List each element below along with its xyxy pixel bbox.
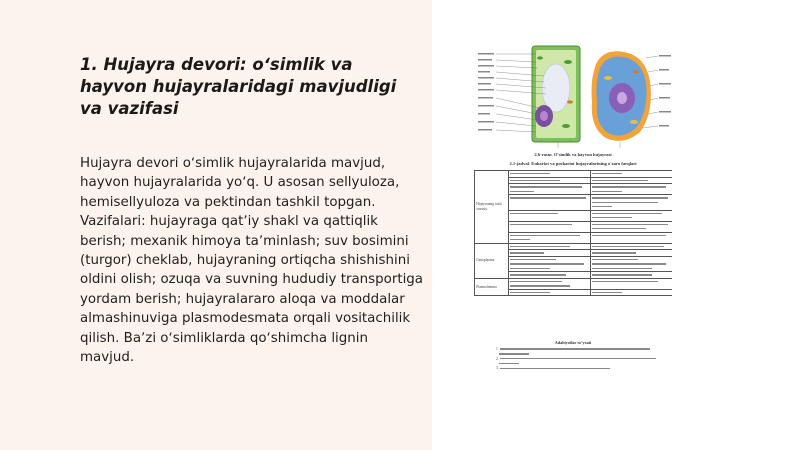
plant-label-text-marks <box>478 53 494 131</box>
reference-item: 3. <box>496 366 672 371</box>
table-group-cell: Plazmolemma <box>475 278 509 296</box>
plant-cell <box>532 46 580 142</box>
slide-title: 1. Hujayra devori: oʻsimlik va hayvon hujayralaridagi mavjudligi va vazifasi <box>80 55 397 118</box>
table-row <box>475 171 673 178</box>
references-list <box>496 347 672 371</box>
animal-cell <box>592 51 651 141</box>
bottom-label-marks <box>558 142 620 148</box>
slide-body-text: Hujayra devori oʻsimlik hujayralarida mavjud, hayvon hujayralarida yoʻq. U asosan sellyuloza, hemisellyuloza va pektindan tashkil topgan. Vazifalari: hujayraga qatʼiy shakl va qattiqlik berish; mexanik himoya taʼminlash; suv bosimini (turgor) cheklab, hujayraning ortiqcha shishishini oldini olish; ozuqa va suvning hududiy transportiga yordam berish; hujayralararo aloqa va moddalar almashinuviga plasmodesmata orqali vositachilik qilish. Baʼzi oʻsimliklarda qoʻshimcha lignin mavjud. <box>80 156 424 366</box>
reference-item: 2. <box>496 357 672 367</box>
animal-label-text-marks <box>659 55 671 127</box>
comparison-table <box>474 170 672 296</box>
table-row <box>475 243 673 250</box>
document-image <box>474 42 672 382</box>
table-group-cell: Hujayraning tuzil. xususiy. <box>475 171 509 244</box>
table-caption: 2.1-jadval. Eukariot va prokariot hujayralarining o'zaro farqlari <box>509 161 637 166</box>
reference-item: 1. <box>496 347 672 357</box>
figure-caption: 2.6-rasm. O'simlik va hayvon hujayrasi <box>534 152 612 157</box>
references-title: Adabiyotlar ro'yxati <box>554 340 592 345</box>
table-group-cell: Genoplazma <box>475 243 509 278</box>
table-row <box>475 278 673 289</box>
plant-animal-cell-illustration <box>474 42 672 152</box>
